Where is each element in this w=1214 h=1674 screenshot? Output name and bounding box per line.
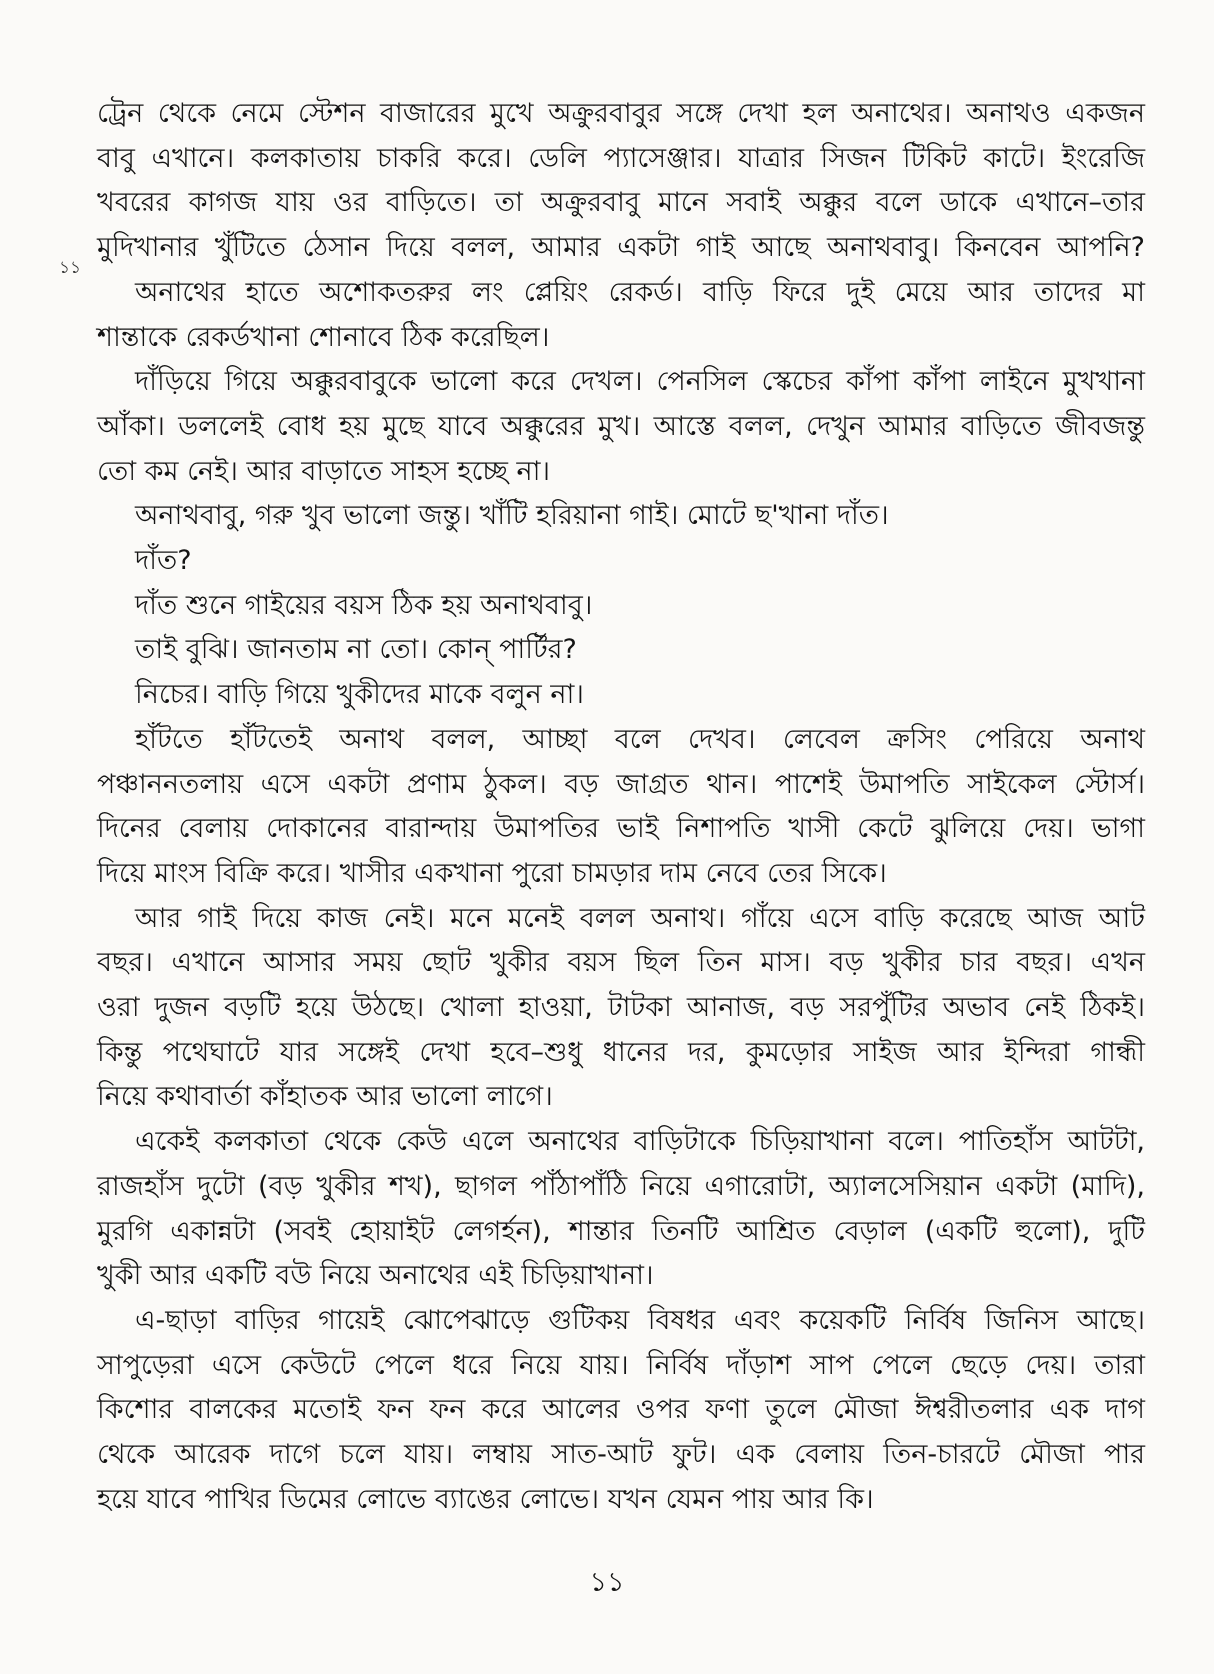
text-line: মুদিখানার খুঁটিতে ঠেসান দিয়ে বলল, আমার একটা গাই আছে অনাথবাবু। কিনবেন আপনি? bbox=[97, 232, 1145, 264]
page-number: ১১ bbox=[589, 1567, 625, 1598]
text-line: তো কম নেই। আর বাড়াতে সাহস হচ্ছে না। bbox=[97, 455, 551, 487]
text-line: নিয়ে কথাবার্তা কাঁহাতক আর ভালো লাগে। bbox=[97, 1081, 553, 1113]
text-line: সাপুড়েরা এসে কেউটে পেলে ধরে নিয়ে যায়। নির্বিষ দাঁড়াশ সাপ পেলে ছেড়ে দেয়। তারা bbox=[97, 1349, 1145, 1381]
text-line: খবরের কাগজ যায় ওর বাড়িতে। তা অক্রুরবাবু মানে সবাই অক্কুর বলে ডাকে এখানে–তার bbox=[97, 187, 1145, 219]
text-line: থেকে আরেক দাগে চলে যায়। লম্বায় সাত-আট ফুট। এক বেলায় তিন-চারটে মৌজা পার bbox=[97, 1439, 1145, 1470]
text-line: অনাথের হাতে অশোকতরুর লং প্লেয়িং রেকর্ড। বাড়ি ফিরে দুই মেয়ে আর তাদের মা bbox=[135, 276, 1145, 308]
text-line: দিয়ে মাংস বিক্রি করে। খাসীর একখানা পুরো চামড়ার দাম নেবে তের সিকে। bbox=[97, 857, 887, 889]
text-line: কিন্তু পথেঘাটে যার সঙ্গেই দেখা হবে–শুধু ধানের দর, কুমড়োর সাইজ আর ইন্দিরা গান্ধী bbox=[97, 1036, 1145, 1068]
text-line: দাঁত শুনে গাইয়ের বয়স ঠিক হয় অনাথবাবু। bbox=[135, 589, 593, 621]
text-line: আঁকা। ডললেই বোধ হয় মুছে যাবে অক্কুরের মুখ। আস্তে বলল, দেখুন আমার বাড়িতে জীবজন্তু bbox=[97, 410, 1145, 442]
text-line: একেই কলকাতা থেকে কেউ এলে অনাথের বাড়িটাকে চিড়িয়াখানা বলে। পাতিহাঁস আটটা, bbox=[135, 1126, 1145, 1158]
text-line: হয়ে যাবে পাখির ডিমের লোভে ব্যাঙের লোভে। যখন যেমন পায় আর কি। bbox=[97, 1483, 874, 1515]
text-line: শান্তাকে রেকর্ডখানা শোনাবে ঠিক করেছিল। bbox=[97, 321, 550, 353]
text-line: ওরা দুজন বড়টি হয়ে উঠছে। খোলা হাওয়া, টাটকা আনাজ, বড় সরপুঁটির অভাব নেই ঠিকই। bbox=[97, 992, 1145, 1023]
text-line: দাঁত? bbox=[135, 545, 192, 576]
text-line: পঞ্চাননতলায় এসে একটা প্রণাম ঠুকল। বড় জাগ্রত থান। পাশেই উমাপতি সাইকেল স্টোর্স। bbox=[97, 768, 1145, 800]
text-line: ট্রেন থেকে নেমে স্টেশন বাজারের মুখে অক্রুরবাবুর সঙ্গে দেখা হল অনাথের। অনাথও একজন bbox=[97, 98, 1145, 129]
margin-mark: ১১ bbox=[58, 258, 82, 278]
text-line: এ-ছাড়া বাড়ির গায়েই ঝোপেঝাড়ে গুটিকয় বিষধর এবং কয়েকটি নির্বিষ জিনিস আছে। bbox=[135, 1304, 1145, 1336]
text-line: তাই বুঝি। জানতাম না তো। কোন্ পার্টির? bbox=[135, 634, 577, 666]
text-line: খুকী আর একটি বউ নিয়ে অনাথের এই চিড়িয়াখানা। bbox=[97, 1260, 654, 1292]
text-line: দিনের বেলায় দোকানের বারান্দায় উমাপতির ভাই নিশাপতি খাসী কেটে ঝুলিয়ে দেয়। ভাগা bbox=[97, 813, 1145, 845]
text-line: বাবু এখানে। কলকাতায় চাকরি করে। ডেলি প্যাসেঞ্জার। যাত্রার সিজন টিকিট কাটে। ইংরেজি bbox=[97, 142, 1145, 174]
text-line: আর গাই দিয়ে কাজ নেই। মনে মনেই বলল অনাথ। গাঁয়ে এসে বাড়ি করেছে আজ আট bbox=[135, 902, 1145, 934]
text-line: রাজহাঁস দুটো (বড় খুকীর শখ), ছাগল পাঁঠাপাঁঠি নিয়ে এগারোটা, অ্যালসেসিয়ান একটা (মাদি), bbox=[97, 1170, 1145, 1202]
text-line: দাঁড়িয়ে গিয়ে অক্কুরবাবুকে ভালো করে দেখল। পেনসিল স্কেচের কাঁপা কাঁপা লাইনে মুখখানা bbox=[135, 366, 1145, 398]
text-line: অনাথবাবু, গরু খুব ভালো জন্তু। খাঁটি হরিয়ানা গাই। মোটে ছ'খানা দাঁত। bbox=[135, 500, 889, 532]
text-line: নিচের। বাড়ি গিয়ে খুকীদের মাকে বলুন না। bbox=[135, 679, 584, 711]
text-line: বছর। এখানে আসার সময় ছোট খুকীর বয়স ছিল তিন মাস। বড় খুকীর চার বছর। এখন bbox=[97, 947, 1145, 979]
text-line: হাঁটতে হাঁটতেই অনাথ বলল, আচ্ছা বলে দেখব। লেবেল ক্রসিং পেরিয়ে অনাথ bbox=[135, 723, 1145, 755]
text-line: মুরগি একান্নটা (সবই হোয়াইট লেগর্হন), শান্তার তিনটি আশ্রিত বেড়াল (একটি হুলো), দুটি bbox=[97, 1215, 1145, 1247]
text-line: কিশোর বালকের মতোই ফন ফন করে আলের ওপর ফণা তুলে মৌজা ঈশ্বরীতলার এক দাগ bbox=[97, 1394, 1145, 1426]
